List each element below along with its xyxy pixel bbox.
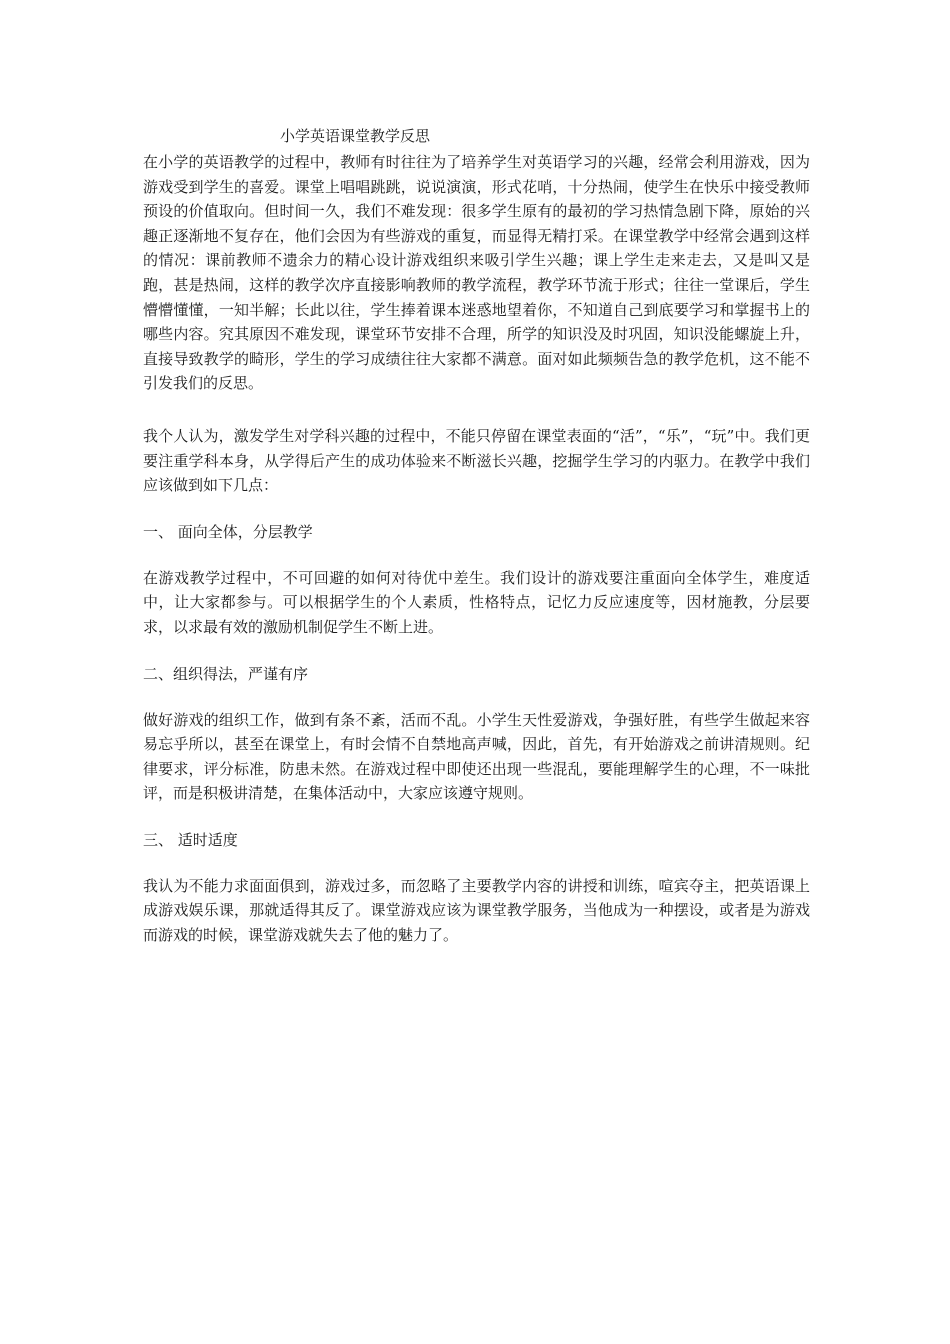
document-body [143,124,810,948]
section-heading-1: 一、 面向全体，分层教学 [143,522,313,541]
section-heading-2: 二、组织得法，严谨有序 [143,664,309,683]
paragraph-intro: 在小学的英语教学的过程中，教师有时往往为了培养学生对英语学习的兴趣，经常会利用游戏，因为游戏受到学生的喜爱。课堂上唱唱跳跳，说说演演，形式花哨，十分热闹，使学生在快乐中接受教师预设的价值取向。但时间一久，我们不难发现：很多学生原有的最初的学习热情急剧下降，原始的兴趣正逐渐地不复存在，他们会因为有些游戏的重复，而显得无精打采。在课堂教学中经常会遇到这样的情况：课前教师不遗余力的精心设计游戏组织来吸引学生兴趣；课上学生走来走去，又是叫又是跑，甚是热闹，这样的教学次序直接影响教师的教学流程，教学环节流于形式；往往一堂课后，学生懵懵懂懂，一知半解；长此以往，学生捧着课本迷惑地望着你，不知道自己到底要学习和掌握书上的哪些内容。究其原因不难发现，课堂环节安排不合理，所学的知识没及时巩固，知识没能螺旋上升，直接导致教学的畸形，学生的学习成绩往往大家都不满意。面对如此频频告急的教学危机，这不能不引发我们的反思。 [143,153,810,393]
paragraph-opinion: 我个人认为，激发学生对学科兴趣的过程中，不能只停留在课堂表面的“活”，“乐”，“玩”中。我们更要注重学科本身，从学得后产生的成功体验来不断滋长兴趣，挖掘学生学习的内驱力。在教学中我们应该做到如下几点： [143,426,810,495]
paragraph-section-2: 做好游戏的组织工作，做到有条不紊，活而不乱。小学生天性爱游戏，争强好胜，有些学生做起来容易忘乎所以，甚至在课堂上，有时会情不自禁地高声喊，因此，首先，有开始游戏之前讲清规则。纪律要求，评分标准，防患未然。在游戏过程中即使还出现一些混乱，要能理解学生的心理，不一味批评，而是积极讲清楚，在集体活动中，大家应该遵守规则。 [143,710,810,803]
paragraph-section-1: 在游戏教学过程中，不可回避的如何对待优中差生。我们设计的游戏要注重面向全体学生，难度适中，让大家都参与。可以根据学生的个人素质，性格特点，记忆力反应速度等，因材施教，分层要求，以求最有效的激励机制促学生不断上进。 [143,568,810,636]
document-title: 小学英语课堂教学反思 [280,127,431,145]
section-heading-3: 三、 适时适度 [143,830,238,849]
paragraph-section-3: 我认为不能力求面面俱到，游戏过多，而忽略了主要教学内容的讲授和训练，喧宾夺主，把英语课上成游戏娱乐课，那就适得其反了。课堂游戏应该为课堂教学服务，当他成为一种摆设，或者是为游戏而游戏的时候，课堂游戏就失去了他的魅力了。 [143,876,810,945]
